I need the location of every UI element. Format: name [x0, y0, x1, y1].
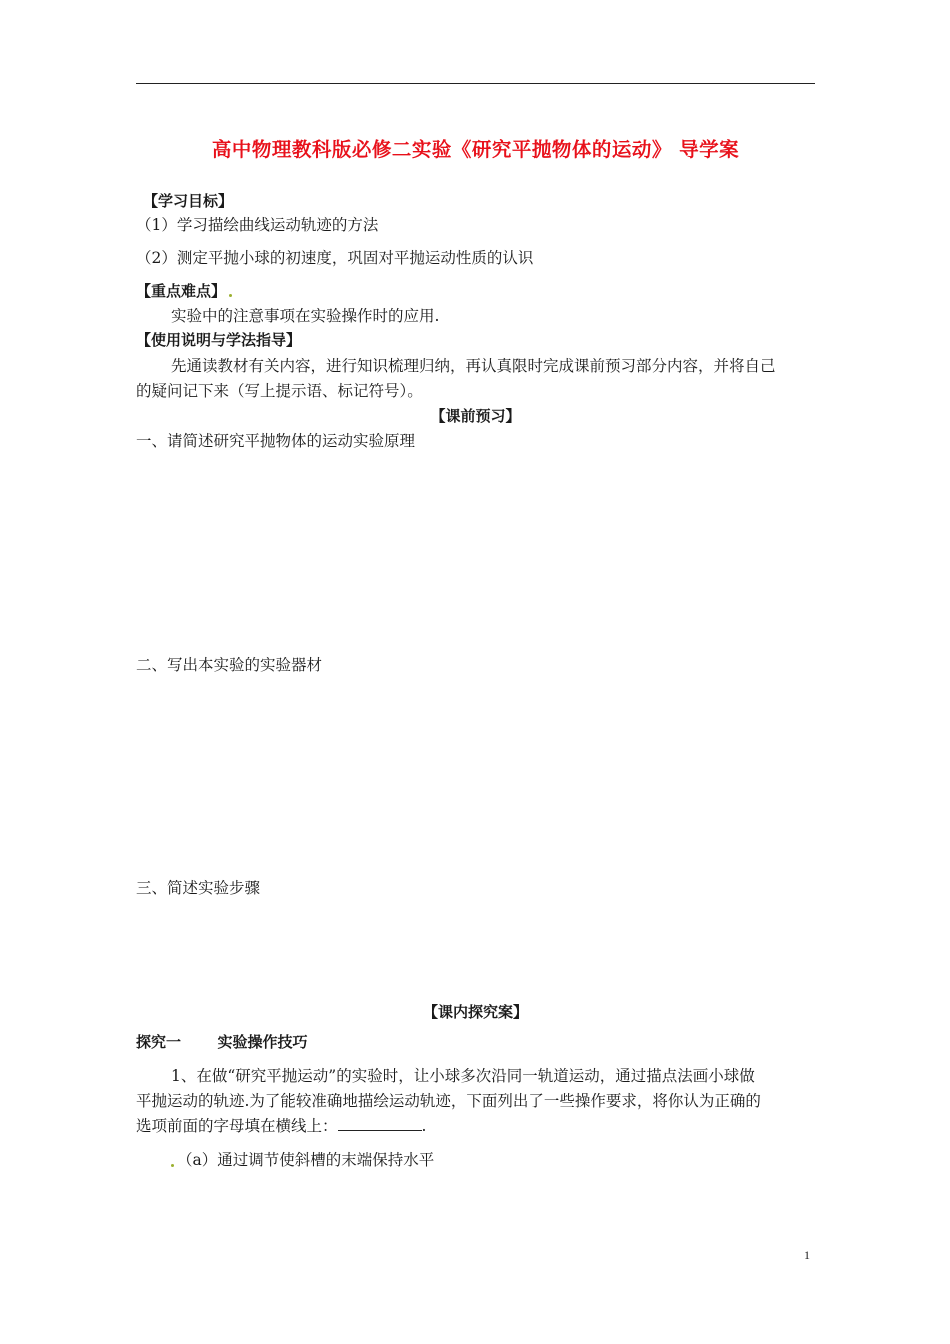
- preview-question-2: 二、写出本实验的实验器材: [136, 656, 323, 674]
- mark-dot: [171, 1164, 174, 1167]
- problem-1-line-2: 平抛运动的轨迹.为了能较准确地描绘运动轨迹，下面列出了一些操作要求，将你认为正确的: [136, 1092, 761, 1110]
- guide-text-line-2: 的疑问记下来（写上提示语、标记符号）。: [136, 382, 423, 400]
- objective-1: （1）学习描绘曲线运动轨迹的方法: [136, 216, 379, 234]
- preview-heading: 【课前预习】: [430, 407, 521, 425]
- objectives-heading: 【学习目标】: [143, 192, 234, 210]
- header-rule: [136, 83, 815, 84]
- problem-1-line-3-text: 选项前面的字母填在横线上：: [136, 1117, 338, 1135]
- keypoints-heading: [136, 282, 235, 300]
- preview-question-1: 一、请简述研究平抛物体的运动实验原理: [136, 432, 416, 450]
- option-a-text: （a）通过调节使斜槽的末端保持水平: [177, 1151, 435, 1169]
- problem-1-line-3: [136, 1117, 426, 1136]
- objective-2: （2）测定平抛小球的初速度，巩固对平抛运动性质的认识: [136, 249, 534, 267]
- explore-1-label: 探究一: [136, 1033, 182, 1051]
- option-a: [168, 1151, 434, 1170]
- page-number: 1: [804, 1248, 810, 1262]
- guide-text-line-1: 先通读教材有关内容，进行知识梳理归纳，再认真限时完成课前预习部分内容，并将自己: [171, 357, 776, 375]
- explore-1-heading: [136, 1033, 308, 1051]
- preview-question-3: 三、简述实验步骤: [136, 879, 261, 897]
- keypoints-heading-text: 【重点难点】: [136, 282, 227, 300]
- keypoints-text: 实验中的注意事项在实验操作时的应用.: [171, 307, 440, 325]
- mark-dot: [229, 294, 232, 297]
- problem-1-line-1: 1、在做“研究平抛运动”的实验时，让小球多次沿同一轨道运动，通过描点法画小球做: [171, 1067, 755, 1085]
- document-title: 高中物理教科版必修二实验《研究平抛物体的运动》 导学案: [211, 138, 740, 161]
- explore-1-title: 实验操作技巧: [217, 1033, 308, 1051]
- inclass-heading: 【课内探究案】: [422, 1003, 528, 1021]
- answer-blank[interactable]: [338, 1117, 422, 1131]
- guide-heading: 【使用说明与学法指导】: [136, 331, 302, 349]
- problem-1-line-3-end: .: [421, 1117, 427, 1135]
